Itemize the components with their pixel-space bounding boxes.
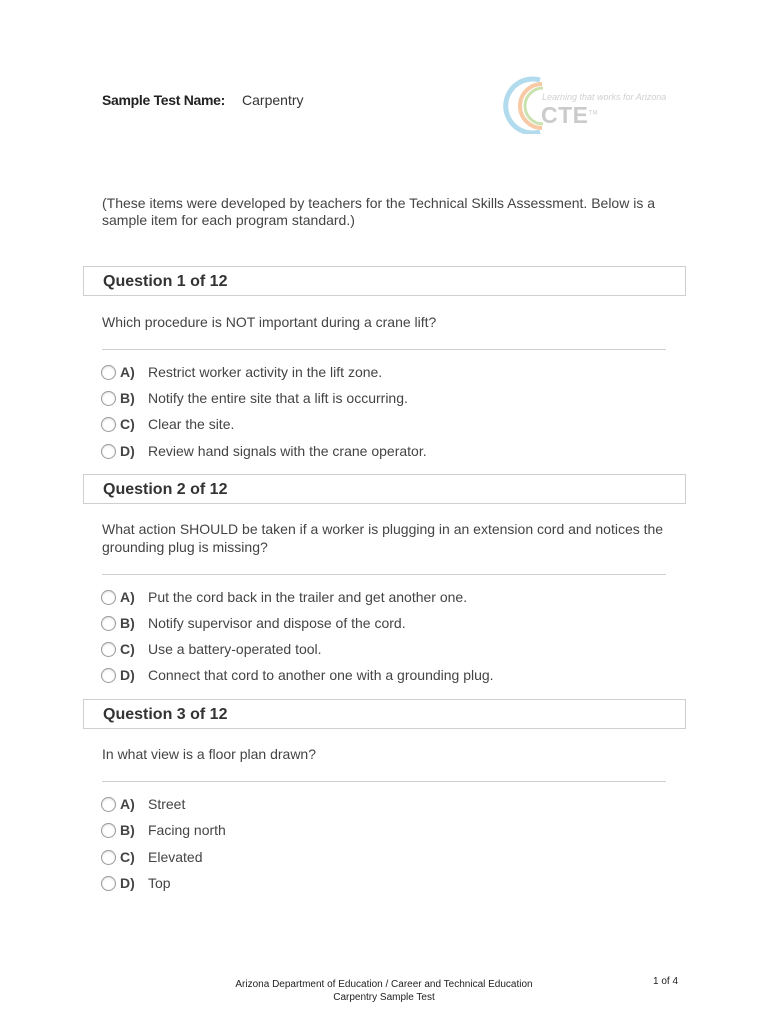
- question-1-text: Which procedure is NOT important during a crane lift?: [102, 314, 437, 330]
- question-2-text: What action SHOULD be taken if a worker is plugging in an extension cord and notices the grounding plug is missing?: [102, 521, 664, 555]
- radio-button[interactable]: [101, 668, 116, 683]
- intro-text: (These items were developed by teachers for the Technical Skills Assessment. Below is a sample item for each program standard.): [102, 195, 655, 228]
- radio-button[interactable]: [101, 850, 116, 865]
- question-1-title: Question 1 of 12: [103, 273, 228, 290]
- cte-logo: [500, 74, 690, 134]
- logo-tagline: Learning that works for Arizona: [542, 92, 667, 102]
- question-3-text: In what view is a floor plan drawn?: [102, 746, 316, 762]
- question-1-header: [83, 266, 686, 296]
- radio-button[interactable]: [101, 616, 116, 631]
- footer-line-1: Arizona Department of Education / Career and Technical Education: [235, 979, 533, 990]
- test-name-value: Carpentry: [242, 92, 304, 108]
- radio-button[interactable]: [101, 391, 116, 406]
- question-2-header: [83, 474, 686, 504]
- radio-button[interactable]: [101, 365, 116, 380]
- question-3-header: [83, 699, 686, 729]
- footer-line-2: Carpentry Sample Test: [333, 992, 435, 1003]
- test-name-header: [102, 92, 304, 108]
- radio-button[interactable]: [101, 823, 116, 838]
- question-2-title: Question 2 of 12: [103, 481, 228, 498]
- radio-button[interactable]: [101, 876, 116, 891]
- page-number: 1 of 4: [653, 976, 679, 987]
- question-1-divider: [102, 349, 666, 350]
- logo-mark: CTE™: [541, 102, 599, 128]
- question-3-title: Question 3 of 12: [103, 706, 228, 723]
- question-2-divider: [102, 574, 666, 575]
- radio-button[interactable]: [101, 444, 116, 459]
- radio-button[interactable]: [101, 642, 116, 657]
- test-name-label: Sample Test Name:: [102, 92, 226, 108]
- radio-button[interactable]: [101, 590, 116, 605]
- radio-button[interactable]: [101, 417, 116, 432]
- question-3-divider: [102, 781, 666, 782]
- radio-button[interactable]: [101, 797, 116, 812]
